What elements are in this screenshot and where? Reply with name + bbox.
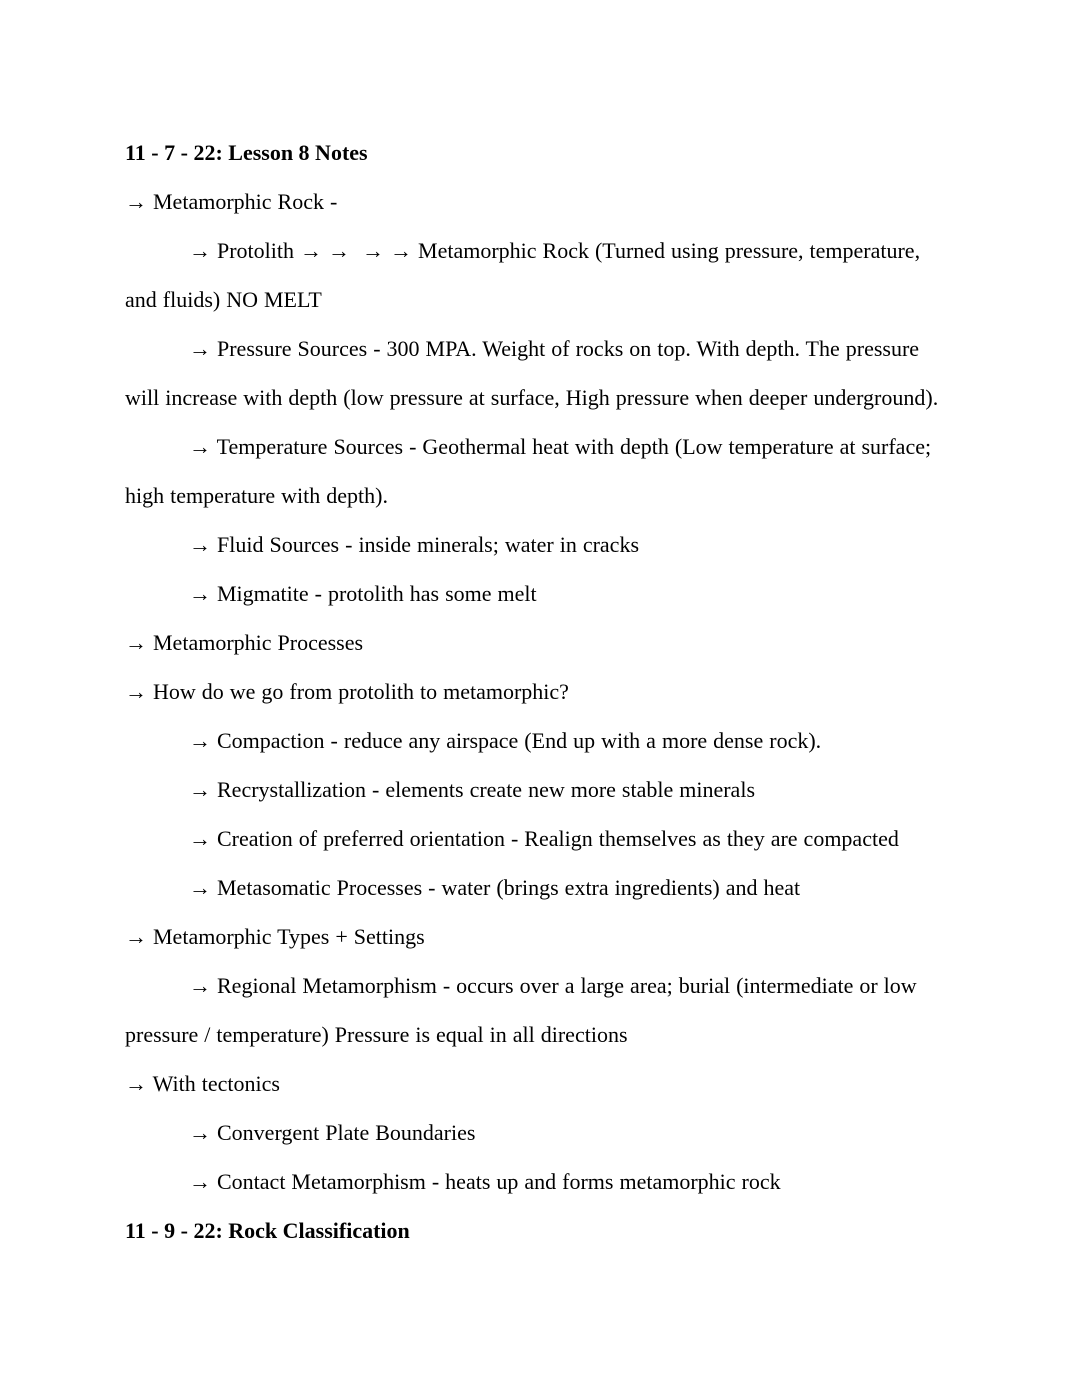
note-line-contact-metamorphism: → Contact Metamorphism - heats up and forms metamorphic rock (189, 1169, 781, 1194)
note-line-compaction: → Compaction - reduce any airspace (End up with a more dense rock). (189, 728, 822, 753)
document-body (125, 128, 955, 1255)
note-line-convergent-plate-boundaries: → Convergent Plate Boundaries (189, 1120, 476, 1145)
note-line-metasomatic-processes: → Metasomatic Processes - water (brings extra ingredients) and heat (189, 875, 801, 900)
note-line-fluid-sources: → Fluid Sources - inside minerals; water in cracks (189, 532, 640, 557)
note-line-preferred-orientation: → Creation of preferred orientation - Realign themselves as they are compacted (189, 826, 899, 851)
note-line-types-settings: → Metamorphic Types + Settings (125, 924, 425, 949)
page-title-lesson-8: 11 - 7 - 22: Lesson 8 Notes (125, 140, 368, 165)
note-line-protolith: → Protolith → → → → Metamorphic Rock (Turned using pressure, temperature, and fluids) NO MELT (125, 238, 927, 312)
note-line-metamorphic-processes: → Metamorphic Processes (125, 630, 364, 655)
note-line-metamorphic-rock: → Metamorphic Rock - (125, 189, 338, 214)
note-line-temperature-sources: → Temperature Sources - Geothermal heat with depth (Low temperature at surface; high temperature with depth). (125, 434, 938, 508)
note-line-migmatite: → Migmatite - protolith has some melt (189, 581, 537, 606)
note-line-with-tectonics: → With tectonics (125, 1071, 280, 1096)
note-line-recrystallization: → Recrystallization - elements create new more stable minerals (189, 777, 755, 802)
page-title-rock-classification: 11 - 9 - 22: Rock Classification (125, 1218, 410, 1243)
note-line-regional-metamorphism: → Regional Metamorphism - occurs over a large area; burial (intermediate or low pressure / temperature) Pressure is equal in all directions (125, 973, 923, 1047)
note-line-pressure-sources: → Pressure Sources - 300 MPA. Weight of rocks on top. With depth. The pressure will increase with depth (low pressure at surface, High pressure when deeper underground). (125, 336, 939, 410)
note-line-how-do-we-go: → How do we go from protolith to metamorphic? (125, 679, 569, 704)
